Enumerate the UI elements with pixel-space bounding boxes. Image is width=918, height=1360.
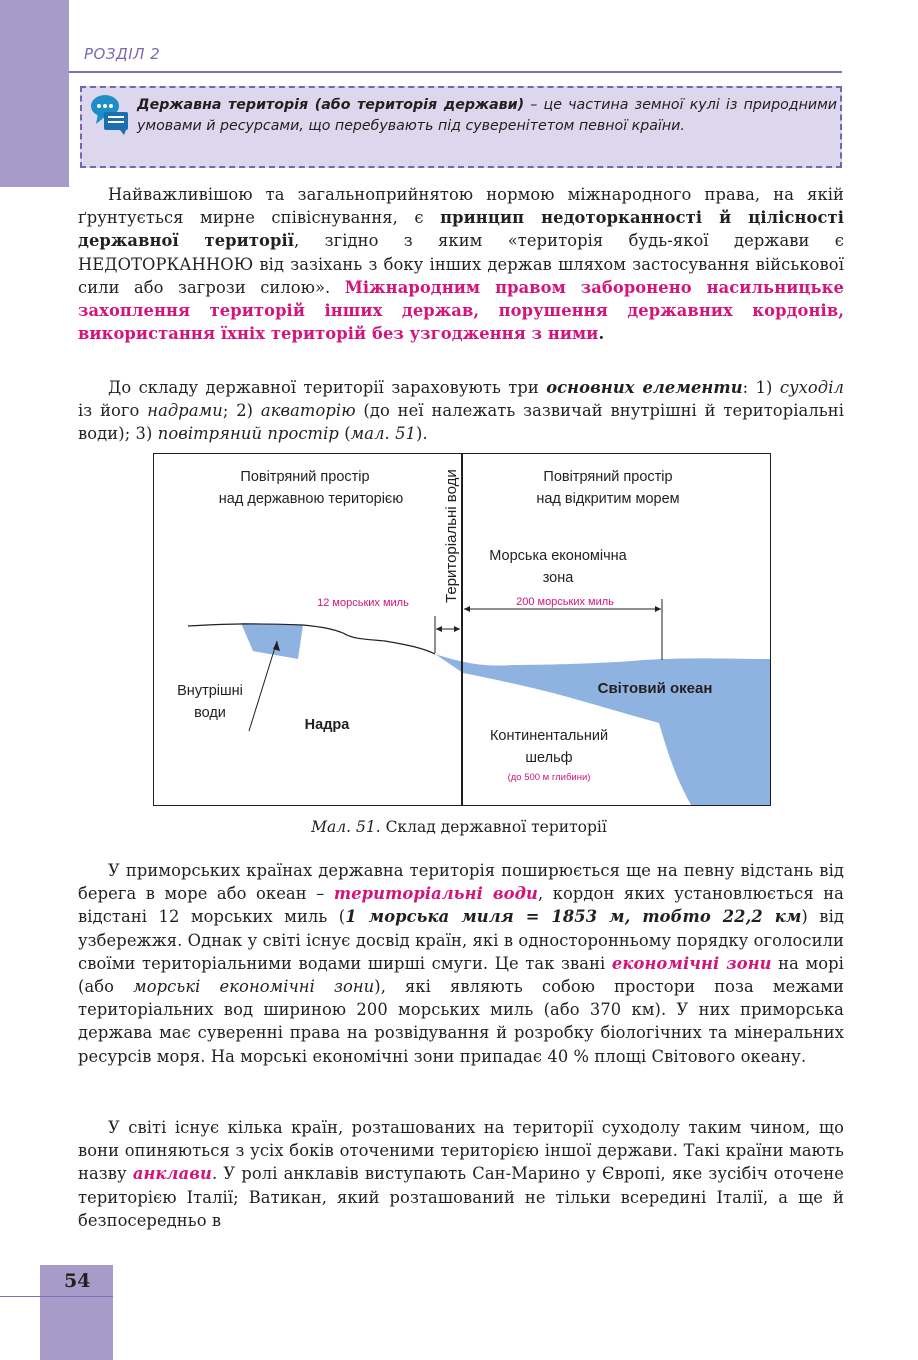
paragraph-3 [78, 859, 844, 1068]
p2-subsoil: надрами [147, 401, 223, 421]
paragraph-4 [78, 1116, 844, 1232]
p2-text-5: (до неї належать зазвичай внутрішні й територіальні води); 3) [78, 401, 844, 444]
p3-text-3: ) від узбережжя. Однак у світі існує досвід країн, які в односторонньому порядку оголосили своїми територіальними водами ширші смуги. Це так звані [78, 907, 845, 973]
section-label: РОЗДІЛ 2 [84, 45, 161, 63]
paragraph-1-highlight: Міжнародним правом заборонено насильницьке захоплення територій інших держав, порушення державних кордонів, використання їхніх територій без узгодження з ними [78, 277, 844, 344]
paragraph-1-bold: принцип недоторканності й цілісності державної території [78, 208, 844, 251]
air-sea-label-1: Повітряний простір [543, 469, 673, 485]
p4-text-2: . У ролі анклавів виступають Сан-Марино у Європі, яке зусібіч оточене територією Італії; Ватикан, який розташований не тільки всередині Італії, а ще й безпосередньо в [78, 1164, 845, 1230]
p4-enclaves: анклави [132, 1164, 212, 1184]
ocean-label: Світовий океан [597, 680, 713, 697]
paragraph-1-text: Найважливішою та загальноприйнятою нормою міжнародного права, на якій ґрунтується мирне співіснування, є [78, 185, 844, 228]
p3-text-5: ), які являють собою простори поза межами територіальних вод шириною 200 морських миль (або 370 км). У них приморська держава має суверенні права на розвідування й розробку біологічних та мінеральних ресурсів моря. На морські економічні зони припадає 40 % площі Світового океану. [78, 977, 844, 1066]
definition-body: – це частина земної кулі із природними умовами й ресурсами, що перебувають під суверенітетом певної країни. [137, 97, 837, 134]
chapter-tab-top [0, 0, 69, 187]
p3-text-4: на морі (або [78, 953, 844, 997]
p3-economic-zones: економічні зони [611, 953, 772, 973]
p3-mile-note: 1 морська миля = 1853 м, тобто 22,2 км [345, 907, 802, 927]
definition-term: Державна територія (або територія держави) [137, 97, 525, 113]
p3-text-1: У приморських країнах державна територія поширюється ще на певну відстань від берега в море або океан – [78, 861, 844, 904]
p2-airspace: повітряний простір [157, 424, 339, 444]
nm12-label: 12 морських миль [317, 597, 409, 609]
paragraph-1-period: . [598, 324, 605, 344]
eez-label-2: зона [542, 570, 574, 586]
territory-diagram [153, 453, 771, 806]
shelf-label-2: шельф [525, 750, 573, 766]
p2-text-2: : 1) [742, 378, 780, 397]
shelf-depth-label: (до 500 м глибини) [507, 772, 591, 783]
shelf-label-1: Континентальний [489, 728, 609, 744]
p3-text-2: , кордон яких установлюється на відстані 12 морських миль ( [78, 884, 844, 927]
inland-label-1: Внутрішні [177, 683, 243, 699]
header-rule [69, 71, 842, 73]
definition-text [137, 95, 837, 137]
eez-label-1: Морська економічна [489, 548, 627, 564]
air-state-label-2: над державною територією [218, 491, 404, 507]
air-sea-label-2: над відкритим морем [536, 491, 680, 507]
chat-bubbles-icon [90, 94, 130, 136]
territorial-waters-label: Територіальні води [443, 469, 460, 603]
nm200-label: 200 морських миль [516, 596, 614, 608]
p4-text-1: У світі існує кілька країн, розташованих на території суходолу таким чином, що вони опиняються з усіх боків оточеними територією іншої держави. Такі країни мають назву [78, 1118, 844, 1184]
air-state-label-1: Повітряний простір [240, 469, 370, 485]
p2-text-4: ; 2) [222, 401, 261, 421]
footer-rule [0, 1296, 113, 1297]
p2-land: суходіл [779, 378, 844, 397]
p2-text-6: ( [338, 424, 351, 444]
figure-caption [0, 818, 918, 836]
definition-box [80, 86, 842, 168]
p2-figure-ref: мал. 51 [350, 424, 417, 444]
subsoil-label: Надра [304, 717, 350, 733]
page-number: 54 [64, 1270, 91, 1292]
p3-territorial-waters: територіальні води [333, 884, 538, 904]
p2-text-1: До складу державної території зараховують три [108, 378, 547, 397]
p2-waters: акваторію [260, 401, 356, 421]
p2-text-3: із його [78, 401, 148, 421]
p2-text-7: ). [416, 424, 428, 444]
caption-text: Склад державної території [380, 818, 607, 836]
caption-number: Мал. 51. [311, 818, 381, 836]
p3-sea-economic-zones: морські економічні зони [133, 977, 375, 997]
paragraph-1 [78, 183, 844, 345]
inland-label-2: води [194, 705, 226, 721]
paragraph-1-quote: , згідно з яким «територія будь-якої держави є НЕДОТОРКАННОЮ від зазіхань з боку інших держав шляхом застосування військової сили або загрози силою». [78, 231, 844, 297]
paragraph-2 [78, 376, 844, 446]
p2-main-elements: основних елементи [546, 378, 743, 397]
